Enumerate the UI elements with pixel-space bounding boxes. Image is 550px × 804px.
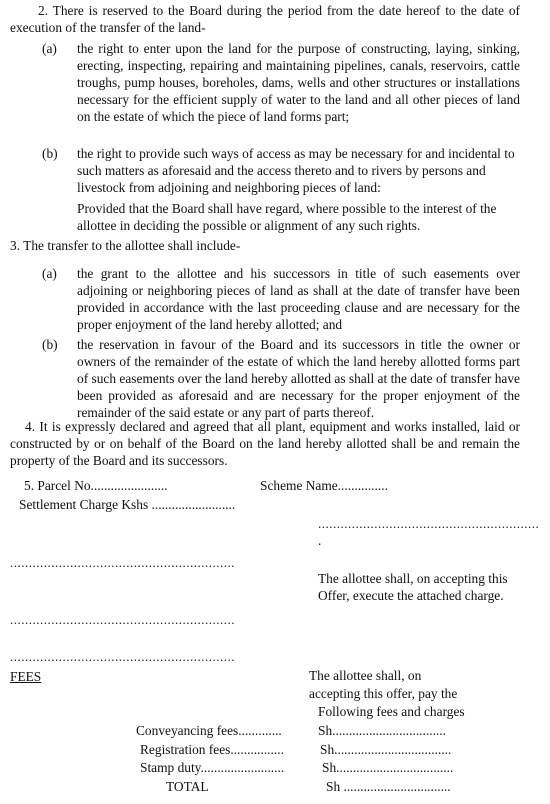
parcel-number: 5. Parcel No....................... — [24, 478, 168, 493]
fees-note-line-2: accepting this offer, pay the — [309, 686, 458, 701]
signature-line-right: ........................................................... — [318, 516, 540, 531]
fee-total-label: TOTAL — [166, 779, 209, 794]
fee-row-value: Sh.................................. — [318, 723, 446, 738]
fees-note-line-1: The allottee shall, on — [309, 668, 422, 683]
signature-line-left-2: ............................................................ — [10, 612, 235, 627]
fee-row-label: Stamp duty......................... — [140, 760, 285, 775]
clause-3b-text: the reservation in favour of the Board and its successors in title the owner or owners of the remainder of the estate of which the land hereby allotted forms part of such easements over the land hereby allotted as shall at the date of transfer have been provided as aforesaid and are necessary for the proper enjoyment of the remainder of the said estate or any part of parts thereof. — [77, 337, 520, 420]
clause-2-intro: 2. There is reserved to the Board during the period from the date hereof to the date of execution of the transfer of the land- — [10, 3, 520, 35]
clause-2a-text: the right to enter upon the land for the purpose of constructing, laying, sinking, erecting, inspecting, repairing and maintaining pipelines, canals, reservoirs, cattle troughs, pump houses, boreholes, dams, wells and other structures or installations necessary for the efficient supply of water to the land and all other pieces of land on the estate of which the piece of land forms part; — [77, 41, 520, 124]
dot-mark: . — [318, 533, 322, 548]
fee-row-value: Sh................................... — [320, 742, 452, 757]
fee-row-value: Sh................................... — [322, 760, 454, 775]
charge-note: The allottee shall, on accepting this Offer, execute the attached charge. — [318, 571, 508, 603]
clause-2b-label: (b) — [42, 146, 58, 161]
fee-row-label: Registration fees................ — [140, 742, 284, 757]
clause-3-intro: 3. The transfer to the allottee shall include- — [10, 238, 241, 253]
clause-3a-text: the grant to the allottee and his successors in title of such easements over adjoining or neighboring pieces of land as shall at the date of transfer have been provided in accordance with the last proceeding clause and are necessary for the proper enjoyment of the land hereby allotted; and — [77, 266, 520, 332]
clause-2b-text: the right to provide such ways of access as may be necessary for and incidental to such matters as aforesaid and the access thereto and to rivers by persons and livestock from adjoining and neighboring pieces of land: — [77, 146, 515, 195]
fees-heading: FEES — [10, 669, 42, 684]
clause-4-text: 4. It is expressly declared and agreed that all plant, equipment and works installed, laid or constructed by or on behalf of the Board on the land hereby allotted shall be and remain the property of the Board and its successors. — [10, 419, 520, 468]
fee-total-value: Sh ................................ — [326, 779, 451, 794]
signature-line-left-3: ............................................................ — [10, 649, 235, 664]
clause-2-proviso: Provided that the Board shall have regard, where possible to the interest of the allottee in deciding the possible or alignment of any such rights. — [77, 201, 497, 233]
fees-note-line-3: Following fees and charges — [318, 704, 465, 719]
signature-line-left-1: ............................................................ — [10, 555, 235, 570]
fee-row-label: Conveyancing fees............. — [136, 723, 282, 738]
clause-3b-label: (b) — [42, 337, 58, 352]
clause-2a-label: (a) — [42, 41, 57, 56]
scheme-name: Scheme Name............... — [260, 478, 388, 493]
clause-3a-label: (a) — [42, 266, 57, 281]
settlement-charge: Settlement Charge Kshs ......................... — [19, 497, 236, 512]
